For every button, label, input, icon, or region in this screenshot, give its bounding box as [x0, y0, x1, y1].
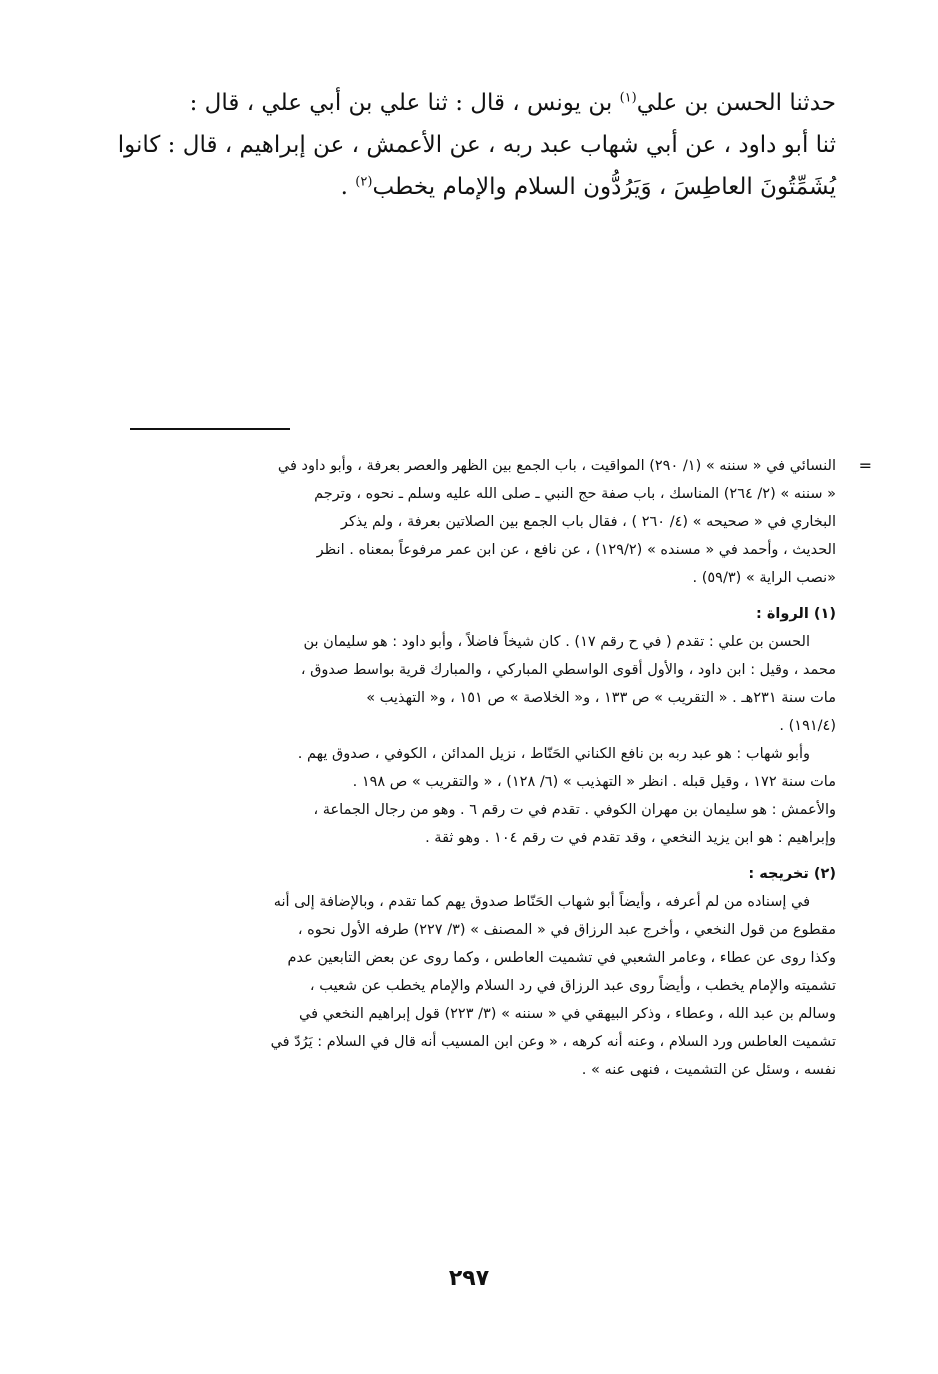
footnote-line: والأعمش : هو سليمان بن مهران الكوفي . تقدم في ت رقم ٦ . وهو من رجال الجماعة ،	[313, 802, 836, 818]
footnote-line: في إسناده من لم أعرفه ، وأيضاً أبو شهاب الحَنّاط صدوق يهم كما تقدم ، وبالإضافة إلى أنه	[273, 894, 810, 910]
footnote-line: مات سنة ١٧٢ ، وقيل قبله . انظر « التهذيب » (٦/ ١٢٨) ، « والتقريب » ص ١٩٨ .	[352, 774, 836, 790]
footnote-2	[126, 860, 836, 1084]
footnote-line: «نصب الراية » (٥٩/٣) .	[692, 570, 836, 586]
hadith-line-part: .	[340, 174, 356, 200]
page-number: ٢٩٧	[448, 1266, 490, 1291]
hadith-line-part: بن يونس ، قال : ثنا علي بن أبي علي ، قال :	[189, 90, 613, 116]
hadith-line-part: يُشَمِّتُونَ العاطِسَ ، وَيَرُدُّون السلام والإمام يخطب	[372, 174, 836, 200]
footnote-line: « سننه » (٢/ ٢٦٤) المناسك ، باب صفة حج النبي ـ صلى الله عليه وسلم ـ نحوه ، وترجم	[314, 486, 836, 502]
footnote-line: الحديث ، وأحمد في « مسنده » (١٢٩/٢) ، عن نافع ، عن ابن عمر مرفوعاً بمعناه . انظر	[316, 542, 836, 558]
hadith-line-part: حدثنا الحسن بن علي	[636, 90, 836, 116]
hadith-line	[126, 82, 836, 124]
footnote-separator	[130, 428, 290, 430]
hadith-line	[126, 166, 836, 208]
footnote-2-heading: (٢) تخريجه :	[748, 866, 836, 882]
footnote-line: النسائي في « سننه » (١/ ٢٩٠) المواقيت ، باب الجمع بين الظهر والعصر بعرفة ، وأبو داود في	[277, 458, 836, 474]
footnote-line: وأبو شهاب : هو عبد ربه بن نافع الكناني الحَنّاط ، نزيل المدائن ، الكوفي ، صدوق يهم .	[297, 746, 810, 762]
footnote-line: الحسن بن علي : تقدم ( في ح رقم ١٧) . كان شيخاً فاضلاً ، وأبو داود : هو سليمان بن	[303, 634, 810, 650]
footnote-line: وإبراهيم : هو ابن يزيد النخعي ، وقد تقدم في ت رقم ١٠٤ . وهو ثقة .	[425, 830, 836, 846]
hadith-line: ثنا أبو داود ، عن أبي شهاب عبد ربه ، عن الأعمش ، عن إبراهيم ، قال : كانوا	[117, 132, 836, 158]
footnote-line: البخاري في « صحيحه » (٤/ ٢٦٠ ) ، فقال باب الجمع بين الصلاتين بعرفة ، ولم يذكر	[340, 514, 836, 530]
footnote-ref-1: (١)	[619, 90, 637, 106]
footnote-line: مقطوع من قول النخعي ، وأخرج عبد الرزاق في « المصنف » (٣/ ٢٢٧) طرفه الأول نحوه ،	[297, 922, 836, 938]
footnote-line: نفسه ، وسئل عن التشميت ، فنهى عنه » .	[581, 1062, 836, 1078]
footnote-line: محمد ، وقيل : ابن داود ، والأول أقوى الواسطي المباركي ، والمبارك قرية بواسط صدوق ،	[300, 662, 836, 678]
footnote-ref-2: (٢)	[355, 174, 373, 190]
footnote-line: تشميت العاطس ورد السلام ، وعنه أنه كرهه ، « وعن ابن المسيب أنه قال في السلام : يَرُدّ في	[270, 1034, 836, 1050]
footnote-line: تشميته والإمام يخطب ، وأيضاً روى عبد الرزاق في رد السلام والإمام يخطب عن شعيب ،	[309, 978, 836, 994]
footnote-line: (١٩١/٤) .	[779, 718, 836, 734]
continuation-mark: =	[858, 456, 872, 475]
footnotes	[126, 452, 872, 1088]
footnote-continuation	[126, 452, 872, 592]
footnote-line: وسالم بن عبد الله ، وعطاء ، وذكر البيهقي في « سننه » (٣/ ٢٢٣) قول إبراهيم النخعي في	[299, 1006, 836, 1022]
hadith-text	[117, 82, 836, 208]
footnote-line: وكذا روى عن عطاء ، وعامر الشعبي في تشميت العاطس ، وكما روى عن بعض التابعين عدم	[287, 950, 836, 966]
footnote-1-heading: (١) الرواة :	[756, 606, 836, 622]
footnote-1	[126, 600, 836, 852]
footnote-line: مات سنة ٢٣١هـ . « التقريب » ص ١٣٣ ، و« الخلاصة » ص ١٥١ ، و« التهذيب »	[366, 690, 836, 706]
